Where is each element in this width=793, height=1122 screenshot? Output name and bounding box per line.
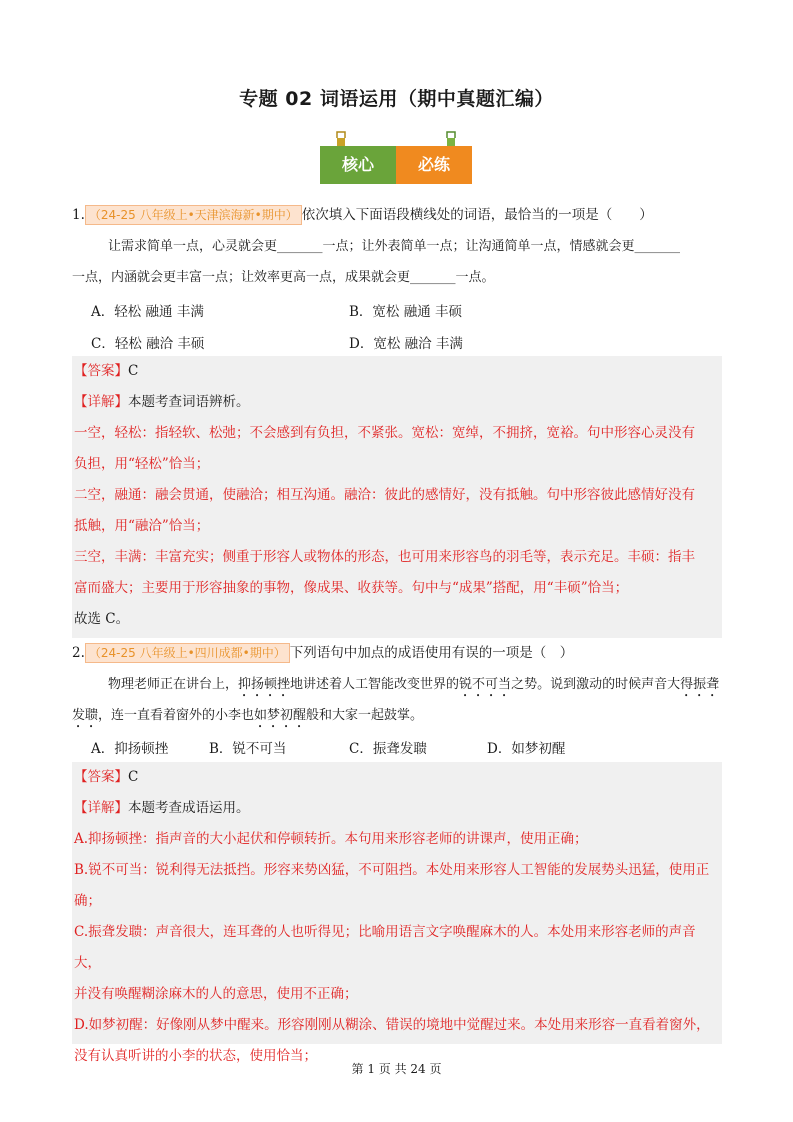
question-text: 依次填入下面语段横线处的词语，最恰当的一项是（ ） <box>301 207 653 223</box>
question-source-tag: （24-25 八年级上•四川成都•期中） <box>85 643 290 663</box>
page-footer: 第 1 页 共 24 页 <box>351 1062 442 1076</box>
passage-text: 地讲述着人工智能改变世界的 <box>290 677 460 692</box>
option-c: C．轻松 融洽 丰硕 <box>91 336 205 352</box>
question-number: 2. <box>72 645 85 661</box>
detail-label: 【详解】 <box>74 394 128 410</box>
detail-line: 负担，用“轻松”恰当； <box>74 456 210 472</box>
option-b: B．锐不可当 <box>209 741 287 757</box>
detail-label: 【详解】 <box>74 800 128 816</box>
question-1-passage <box>72 231 722 293</box>
option-a: A．轻松 融通 丰满 <box>91 304 204 320</box>
detail-line: D.如梦初醒：好像刚从梦中醒来。形容刚刚从糊涂、错误的境地中觉醒过来。本处用来形容一直看着窗外， <box>74 1017 710 1033</box>
conclusion-line: 故选 C。 <box>74 611 130 627</box>
passage-text: 物理老师正在讲台上， <box>108 677 239 692</box>
answer-label: 【答案】 <box>74 363 128 379</box>
detail-line: C.振聋发聩：声音很大，连耳聋的人也听得见；比喻用语言文字唤醒麻木的人。本处用来形容老师的声音大， <box>74 924 696 971</box>
answer-line <box>72 762 722 793</box>
detail-line: 三空，丰满：丰富充实；侧重于形容人或物体的形态，也可用来形容鸟的羽毛等，表示充足。丰硕：指丰 <box>74 549 695 565</box>
option-b: B．宽松 融通 丰硕 <box>349 304 463 320</box>
answer-block-2 <box>72 762 722 1064</box>
question-2-passage <box>72 669 722 731</box>
question-text: 下列语句中加点的成语使用有误的一项是（ ） <box>289 645 574 661</box>
detail-line: 一空，轻松：指轻软、松弛；不会感到有负担，不紧张。宽松：宽绰，不拥挤，宽裕。句中形容心灵没有 <box>74 425 695 441</box>
passage-text: 之势。说到激动的时候声音大 <box>511 677 681 692</box>
answer-value: C <box>128 363 139 379</box>
detail-line: B.锐不可当：锐利得无法抵挡。形容来势凶猛，不可阻挡。本处用来形容人工智能的发展势头迅猛，使用正 <box>74 862 710 878</box>
detail-intro: 本题考查成语运用。 <box>128 800 250 816</box>
passage-text: ，连一直看着窗外的小李也 <box>98 708 255 723</box>
option-a: A．抑扬顿挫 <box>91 741 169 757</box>
badge-core: 核心 <box>320 146 396 184</box>
option-d: D．宽松 融洽 丰满 <box>349 336 463 352</box>
detail-intro-line <box>72 387 722 418</box>
badge-must-practice: 必练 <box>396 146 472 184</box>
detail-line: 富而盛大；主要用于形容抽象的事物，像成果、收获等。句中与“成果”搭配，用“丰硕”恰当； <box>74 580 629 596</box>
question-1-stem <box>72 200 653 231</box>
detail-line: 二空，融通：融会贯通，使融洽；相互沟通。融洽：彼此的感情好，没有抵触。句中形容彼此感情好没有 <box>74 487 695 503</box>
detail-intro-line <box>72 793 722 824</box>
detail-line: 抵触，用“融洽”恰当； <box>74 518 210 534</box>
detail-intro: 本题考查词语辨析。 <box>128 394 250 410</box>
detail-line: 并没有唤醒糊涂麻木的人的意思，使用不正确； <box>74 986 358 1002</box>
dotted-idiom: 如梦初醒 <box>254 708 307 723</box>
detail-line: 没有认真听讲的小李的状态，使用恰当； <box>74 1048 317 1064</box>
answer-line <box>72 356 722 387</box>
answer-label: 【答案】 <box>74 769 128 785</box>
question-2-stem <box>72 638 573 669</box>
dotted-idiom: 抑扬顿挫 <box>238 677 291 692</box>
answer-value: C <box>128 769 139 785</box>
passage-line: 让需求简单一点，心灵就会更_______一点；让外表简单一点；让沟通简单一点，情感就会更_______ <box>108 239 681 254</box>
dotted-idiom: 得振聋发聩 <box>72 677 720 723</box>
detail-line: 确； <box>74 893 101 909</box>
dotted-idiom: 锐不可当 <box>459 677 512 692</box>
question-number: 1. <box>72 207 85 223</box>
passage-text: 般和大家一起鼓掌。 <box>306 708 424 723</box>
detail-line: A.抑扬顿挫：指声音的大小起伏和停顿转折。本句用来形容老师的讲课声，使用正确； <box>74 831 588 847</box>
page-title: 专题 02 词语运用（期中真题汇编） <box>239 88 554 110</box>
passage-line: 一点，内涵就会更丰富一点；让效率更高一点，成果就会更_______一点。 <box>72 270 495 285</box>
answer-block-1 <box>72 356 722 638</box>
option-c: C．振聋发聩 <box>349 741 427 757</box>
question-source-tag: （24-25 八年级上•天津滨海新•期中） <box>85 205 302 225</box>
option-d: D．如梦初醒 <box>487 741 566 757</box>
section-badge <box>320 130 472 186</box>
